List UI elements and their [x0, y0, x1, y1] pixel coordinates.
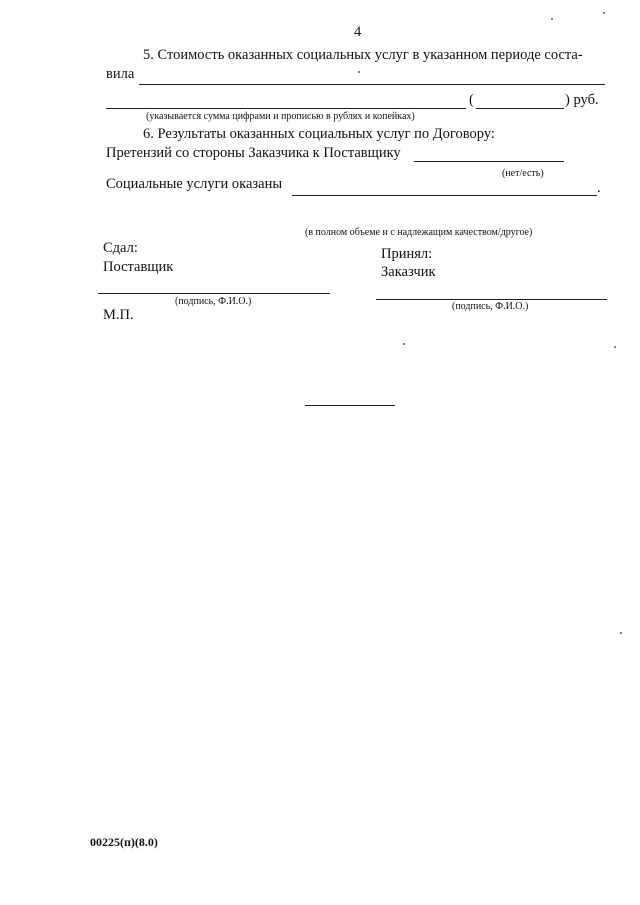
left-heading: Сдал: — [103, 240, 138, 256]
scan-speck — [403, 343, 405, 345]
left-role: Поставщик — [103, 259, 174, 275]
left-signature-hint: (подпись, Ф.И.О.) — [175, 296, 252, 307]
scan-speck — [620, 632, 622, 634]
services-hint: (в полном объеме и с надлежащим качеством/другое) — [305, 227, 533, 238]
amount-currency: ) руб. — [565, 92, 599, 108]
scan-speck — [551, 18, 553, 20]
amount-hint: (указывается сумма цифрами и прописью в рублях и копейках) — [146, 111, 415, 122]
claims-hint: (нет/есть) — [502, 168, 544, 179]
services-underline[interactable] — [292, 195, 597, 196]
section6-title: 6. Результаты оказанных социальных услуг по Договору: — [143, 126, 495, 142]
amount-underline-1[interactable] — [139, 84, 605, 85]
amount-paren-open: ( — [469, 92, 474, 108]
scan-speck — [614, 346, 616, 348]
right-signature-line[interactable] — [376, 299, 607, 300]
claims-underline[interactable] — [414, 161, 564, 162]
section5-line1: 5. Стоимость оказанных социальных услуг в указанном периоде соста- — [143, 47, 583, 63]
right-signature-hint: (подпись, Ф.И.О.) — [452, 301, 529, 312]
right-role: Заказчик — [381, 264, 436, 280]
footer-code: 00225(п)(8.0) — [90, 835, 158, 849]
section5-line2-start: вила — [106, 66, 135, 82]
services-label: Социальные услуги оказаны — [106, 176, 283, 192]
services-period: . — [597, 180, 601, 196]
claims-label: Претензий со стороны Заказчика к Поставщику — [106, 145, 401, 161]
stamp-label: М.П. — [103, 307, 134, 323]
scan-speck — [603, 12, 605, 14]
amount-digits-underline[interactable] — [476, 108, 564, 109]
separator-line — [305, 405, 395, 406]
page-number: 4 — [354, 24, 362, 40]
amount-underline-2[interactable] — [106, 108, 466, 109]
right-heading: Принял: — [381, 246, 433, 262]
left-signature-line[interactable] — [98, 293, 330, 294]
scan-speck — [358, 71, 360, 73]
